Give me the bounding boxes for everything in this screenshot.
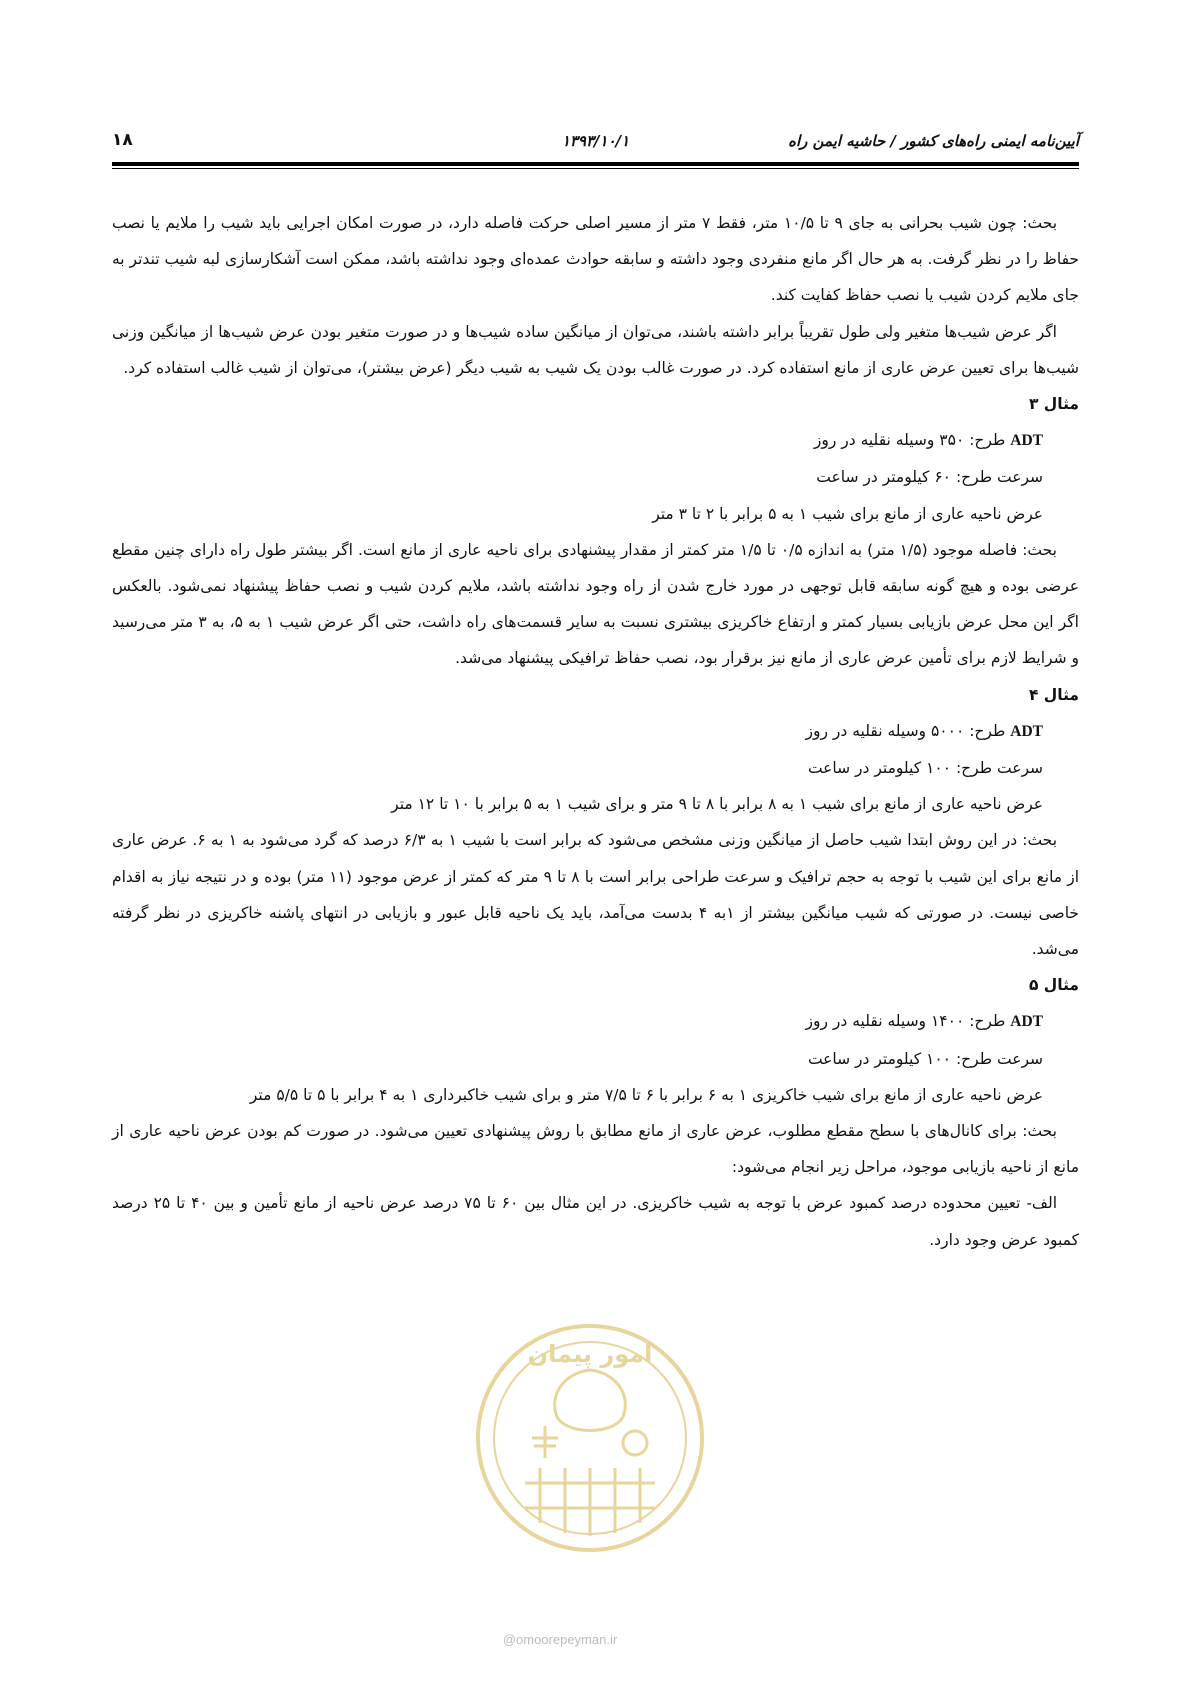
adt-value: طرح: ۱۴۰۰ وسیله نقلیه در روز xyxy=(805,1012,1006,1031)
example-5-heading: مثال ۵ xyxy=(1028,976,1079,995)
paragraph-slope-width: اگر عرض شیب‌ها متغیر ولی طول تقریباً برابر داشته باشند، می‌توان از میانگین ساده شیب‌ها و در صورت متغیر بودن عرض شیب‌ها از میانگین وزنی شیب‌ها برای تعیین عرض عاری از مانع استفاده کرد. در صورت غالب بودن یک شیب به شیب دیگر (عرض بیشتر)، می‌توان از شیب غالب استفاده کرد. xyxy=(112,322,1079,377)
example-4-adt xyxy=(112,713,1079,750)
page-number: ۱۸ xyxy=(112,130,133,150)
adt-label: ADT xyxy=(1010,722,1043,740)
example-5-speed: سرعت طرح: ۱۰۰ کیلومتر در ساعت xyxy=(807,1049,1043,1068)
example-4-speed: سرعت طرح: ۱۰۰ کیلومتر در ساعت xyxy=(807,759,1043,778)
header-rule-thin xyxy=(112,168,1079,169)
adt-value: طرح: ۵۰۰۰ وسیله نقلیه در روز xyxy=(805,721,1006,740)
example-5-adt xyxy=(112,1003,1079,1040)
paragraph-discussion-1: بحث: چون شیب بحرانی به جای ۹ تا ۱۰/۵ متر، فقط ۷ متر از مسیر اصلی حرکت فاصله دارد، در صورت امکان اجرایی باید شیب را ملایم یا نصب حفاظ را در نظر گرفت. به هر حال اگر مانع منفردی وجود داشته و سابقه حوادث عمده‌ای وجود نداشته باشد، ممکن است آشکارسازی لبه شیب تندتر به جای ملایم کردن شیب یا نصب حفاظ کفایت کند. xyxy=(112,214,1079,305)
header-rule-thick xyxy=(112,162,1079,166)
example-4-heading: مثال ۴ xyxy=(1028,685,1079,704)
adt-label: ADT xyxy=(1010,1013,1043,1031)
example-5-step-a: الف- تعیین محدوده درصد کمبود عرض با توجه به شیب خاکریزی. در این مثال بین ۶۰ تا ۷۵ درصد عرض ناحیه از مانع تأمین و بین ۴۰ تا ۲۵ درصد کمبود عرض وجود دارد. xyxy=(112,1194,1079,1249)
example-3-discussion: بحث: فاصله موجود (۱/۵ متر) به اندازه ۰/۵ تا ۱/۵ متر کمتر از مقدار پیشنهادی برای ناحیه عاری از مانع است. اگر بیشتر طول راه دارای چنین مقطع عرضی بوده و هیچ گونه سابقه قابل توجهی در مورد خارج شدن از راه وجود نداشته باشد، ملایم کردن شیب و نصب حفاظ پیشنهاد نمی‌شود. بالعکس اگر این محل عرض بازیابی بسیار کمتر و ارتفاع خاکریزی بیشتری نسبت به سایر قسمت‌های راه داشت، حتی اگر عرض شیب ۱ به ۵، به ۳ متر می‌رسید و شرایط لازم برای تأمین عرض عاری از مانع نیز برقرار بود، نصب حفاظ ترافیکی پیشنهاد می‌شد. xyxy=(112,540,1079,668)
header-date: ۱۳۹۳/۱۰/۱ xyxy=(561,132,630,150)
example-3-heading: مثال ۳ xyxy=(1028,395,1079,414)
watermark-site: @omoorepeyman.ir xyxy=(502,1632,618,1647)
example-5-width: عرض ناحیه عاری از مانع برای شیب خاکریزی ۱ به ۶ برابر با ۶ تا ۷/۵ متر و برای شیب خاکبرداری ۱ به ۴ برابر با ۵ تا ۵/۵ متر xyxy=(249,1085,1043,1104)
running-title: آیین‌نامه ایمنی راه‌های کشور / حاشیه ایمن راه xyxy=(788,132,1079,150)
adt-value: طرح: ۳۵۰ وسیله نقلیه در روز xyxy=(813,431,1006,450)
example-4-discussion: بحث: در این روش ابتدا شیب حاصل از میانگین وزنی مشخص می‌شود که برابر است با شیب ۱ به ۶/۳ درصد که گرد می‌شود به ۱ به ۶. عرض عاری از مانع برای این شیب با توجه به حجم ترافیک و سرعت طراحی برابر است با ۸ تا ۹ متر که کمتر از عرض موجود (۱۱ متر) بوده و در نتیجه نیاز به اقدام خاصی نیست. در صورتی که شیب میانگین بیشتر از ۱به ۴ بدست می‌آمد، باید یک ناحیه قابل عبور و بازیابی در انتهای پاشنه خاکریزی در نظر گرفته می‌شد. xyxy=(112,831,1080,959)
watermark-seal-icon xyxy=(470,1318,710,1558)
adt-label: ADT xyxy=(1010,432,1043,450)
stamp-text: امور پیمان xyxy=(527,1340,653,1368)
example-3-width: عرض ناحیه عاری از مانع برای شیب ۱ به ۵ برابر با ۲ تا ۳ متر xyxy=(652,504,1043,523)
example-3-adt xyxy=(112,422,1079,459)
page-header xyxy=(112,128,1079,158)
document-body xyxy=(112,205,1079,1258)
example-4-width: عرض ناحیه عاری از مانع برای شیب ۱ به ۸ برابر با ۸ تا ۹ متر و برای شیب ۱ به ۵ برابر با ۱۰ تا ۱۲ متر xyxy=(391,795,1043,814)
example-5-discussion: بحث: برای کانال‌های با سطح مقطع مطلوب، عرض عاری از مانع مطابق با روش پیشنهادی تعیین می‌شود. در صورت کم بودن عرض ناحیه عاری از مانع از ناحیه بازیابی موجود، مراحل زیر انجام می‌شود: xyxy=(112,1122,1079,1177)
example-3-speed: سرعت طرح: ۶۰ کیلومتر در ساعت xyxy=(816,468,1043,487)
